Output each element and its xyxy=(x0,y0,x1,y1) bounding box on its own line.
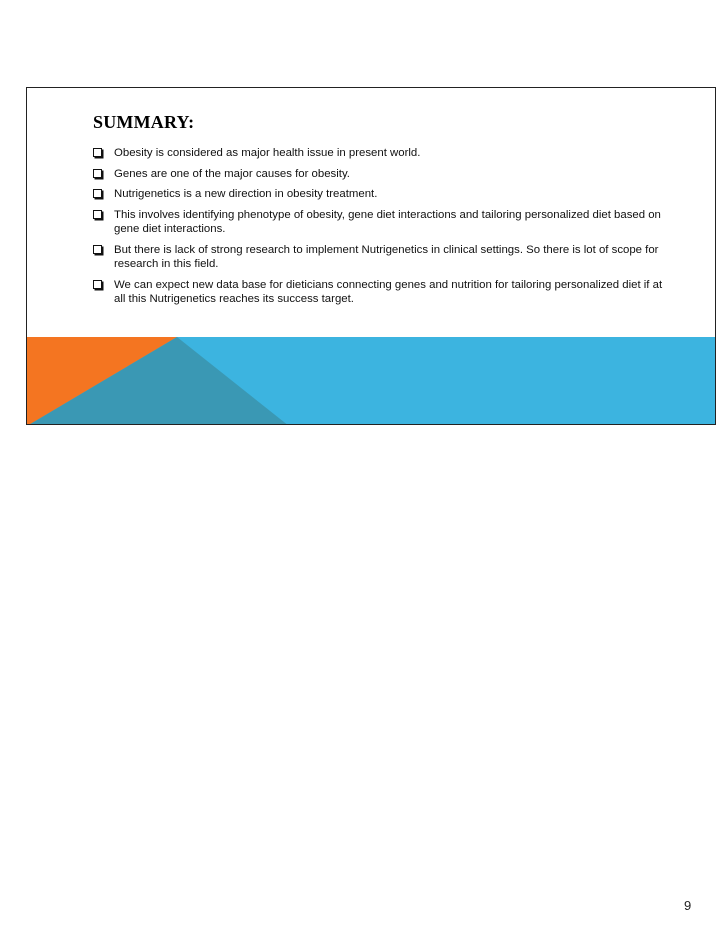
checkbox-icon xyxy=(93,169,102,178)
bullet-list xyxy=(93,146,673,313)
list-item xyxy=(93,187,673,202)
checkbox-icon xyxy=(93,210,102,219)
bullet-text: But there is lack of strong research to implement Nutrigenetics in clinical settings. So there is lot of scope for research in this field. xyxy=(114,243,659,270)
page-number: 9 xyxy=(684,898,692,913)
list-item xyxy=(93,167,673,182)
checkbox-icon xyxy=(93,148,102,157)
bullet-text: Nutrigenetics is a new direction in obesity treatment. xyxy=(114,188,378,200)
checkbox-icon xyxy=(93,280,102,289)
list-item xyxy=(93,278,673,307)
bullet-text: This involves identifying phenotype of obesity, gene diet interactions and tailoring personalized diet based on gene diet interactions. xyxy=(114,208,661,235)
list-item xyxy=(93,208,673,237)
bullet-text: We can expect new data base for dieticians connecting genes and nutrition for tailoring personalized diet if at all this Nutrigenetics reaches its success target. xyxy=(114,278,663,305)
list-item xyxy=(93,243,673,272)
list-item xyxy=(93,146,673,161)
checkbox-icon xyxy=(93,189,102,198)
checkbox-icon xyxy=(93,245,102,254)
decorative-banner xyxy=(27,337,715,425)
banner-graphic xyxy=(27,337,716,425)
summary-heading: SUMMARY: xyxy=(93,112,195,132)
slide-content xyxy=(27,88,715,338)
bullet-text: Obesity is considered as major health issue in present world. xyxy=(114,147,421,159)
bullet-text: Genes are one of the major causes for obesity. xyxy=(114,167,350,180)
slide-frame xyxy=(26,87,716,425)
